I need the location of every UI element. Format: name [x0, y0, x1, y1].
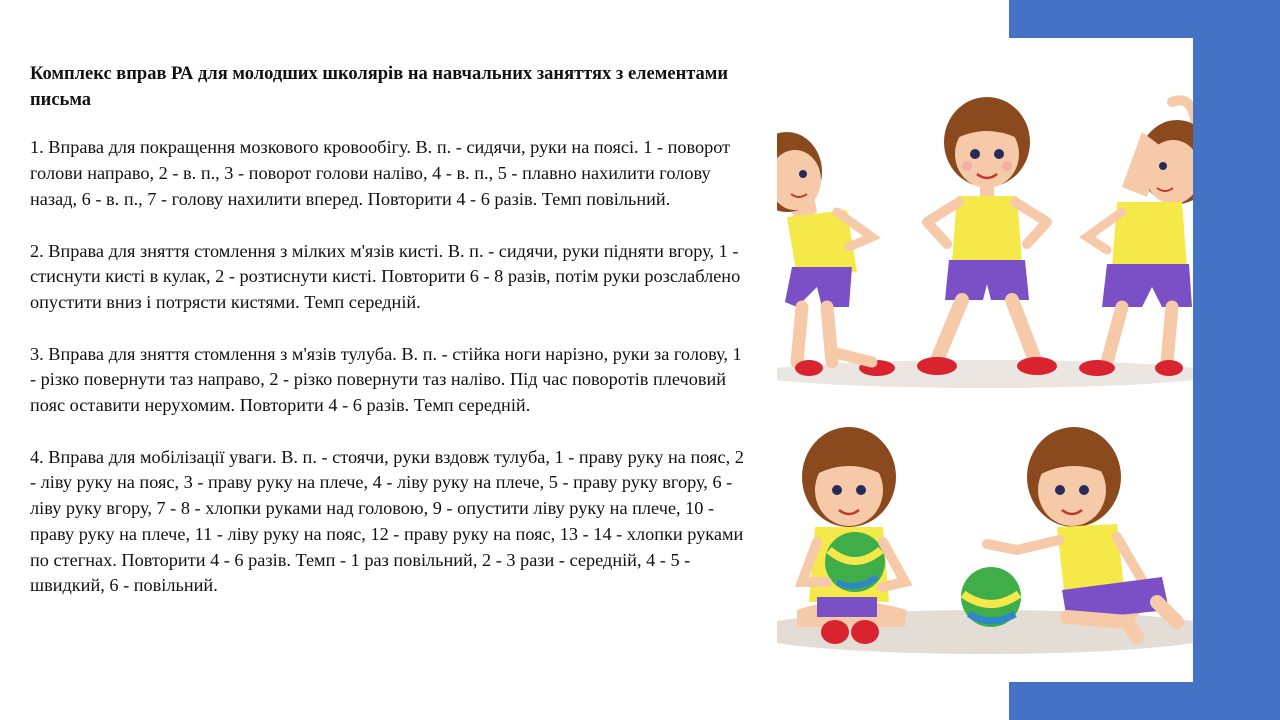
- floor-shadow-top: [777, 360, 1193, 388]
- exercise-paragraph-2: 2. Вправа для зняття стомлення з мілких м'язів кисті. В. п. - сидячи, руки підняти вгору, 1 - стиснути кисті в кулак, 2 - розтиснути кисті. Повторити 6 - 8 разів, потім руки розслаблено опустити вниз і потрясти кистями. Темп середній.: [30, 240, 741, 312]
- girl-bending-left-figure: [777, 132, 895, 376]
- girl-bending-right-figure: [1079, 100, 1193, 376]
- exercise-paragraph-3: 3. Вправа для зняття стомлення з м'язів тулуба. В. п. - стійка ноги нарізно, руки за голову, 1 - різко повернути таз направо, 2 - різко повернути таз наліво. Під час поворотів плечовий пояс оставити нерухомим. Повторити 4 - 6 разів. Темп середній.: [30, 343, 742, 416]
- girl-kneeling-with-ball-figure: [961, 427, 1177, 637]
- girl-sitting-with-ball-figure: [797, 427, 907, 644]
- exercise-paragraph-1: 1. Вправа для покращення мозкового кровообігу. В. п. - сидячи, руки на поясі. 1 - поворот голови направо, 2 - в. п., 3 - поворот голови наліво, 4 - в. п., 5 - плавно нахилити голову назад, 6 - в. п., 7 - голову нахилити вперед. Повторити 4 - 6 разів. Темп повільний.: [30, 137, 731, 209]
- document-title: Комплекс вправ РА для молодших школярів на навчальних заняттях з елементами письма: [30, 64, 729, 110]
- exercise-illustration: [777, 62, 1193, 682]
- exercise-paragraph-4: 4. Вправа для мобілізації уваги. В. п. - стоячи, руки вздовж тулуба, 1 - праву руку на пояс, 2 - ліву руку на пояс, 3 - праву руку на плече, 4 - ліву руку на плече, 5 - праву руку вгору, 6 - ліву руку вгору, 7 - 8 - хлопки руками над головою, 9 - опустити ліву руку на плече, 10 - праву руку на плече, 11 - ліву руку на пояс, 12 - праву руку на пояс, 13 - 14 - хлопки руками по стегнах. Повторити 4 - 6 разів. Темп - 1 раз повільний, 2 - 3 рази - середній, 4 - 5 - швидкий, 6 - повільний.: [30, 446, 744, 596]
- exercise-text: [30, 62, 750, 625]
- girl-hands-on-hips-figure: [917, 97, 1057, 375]
